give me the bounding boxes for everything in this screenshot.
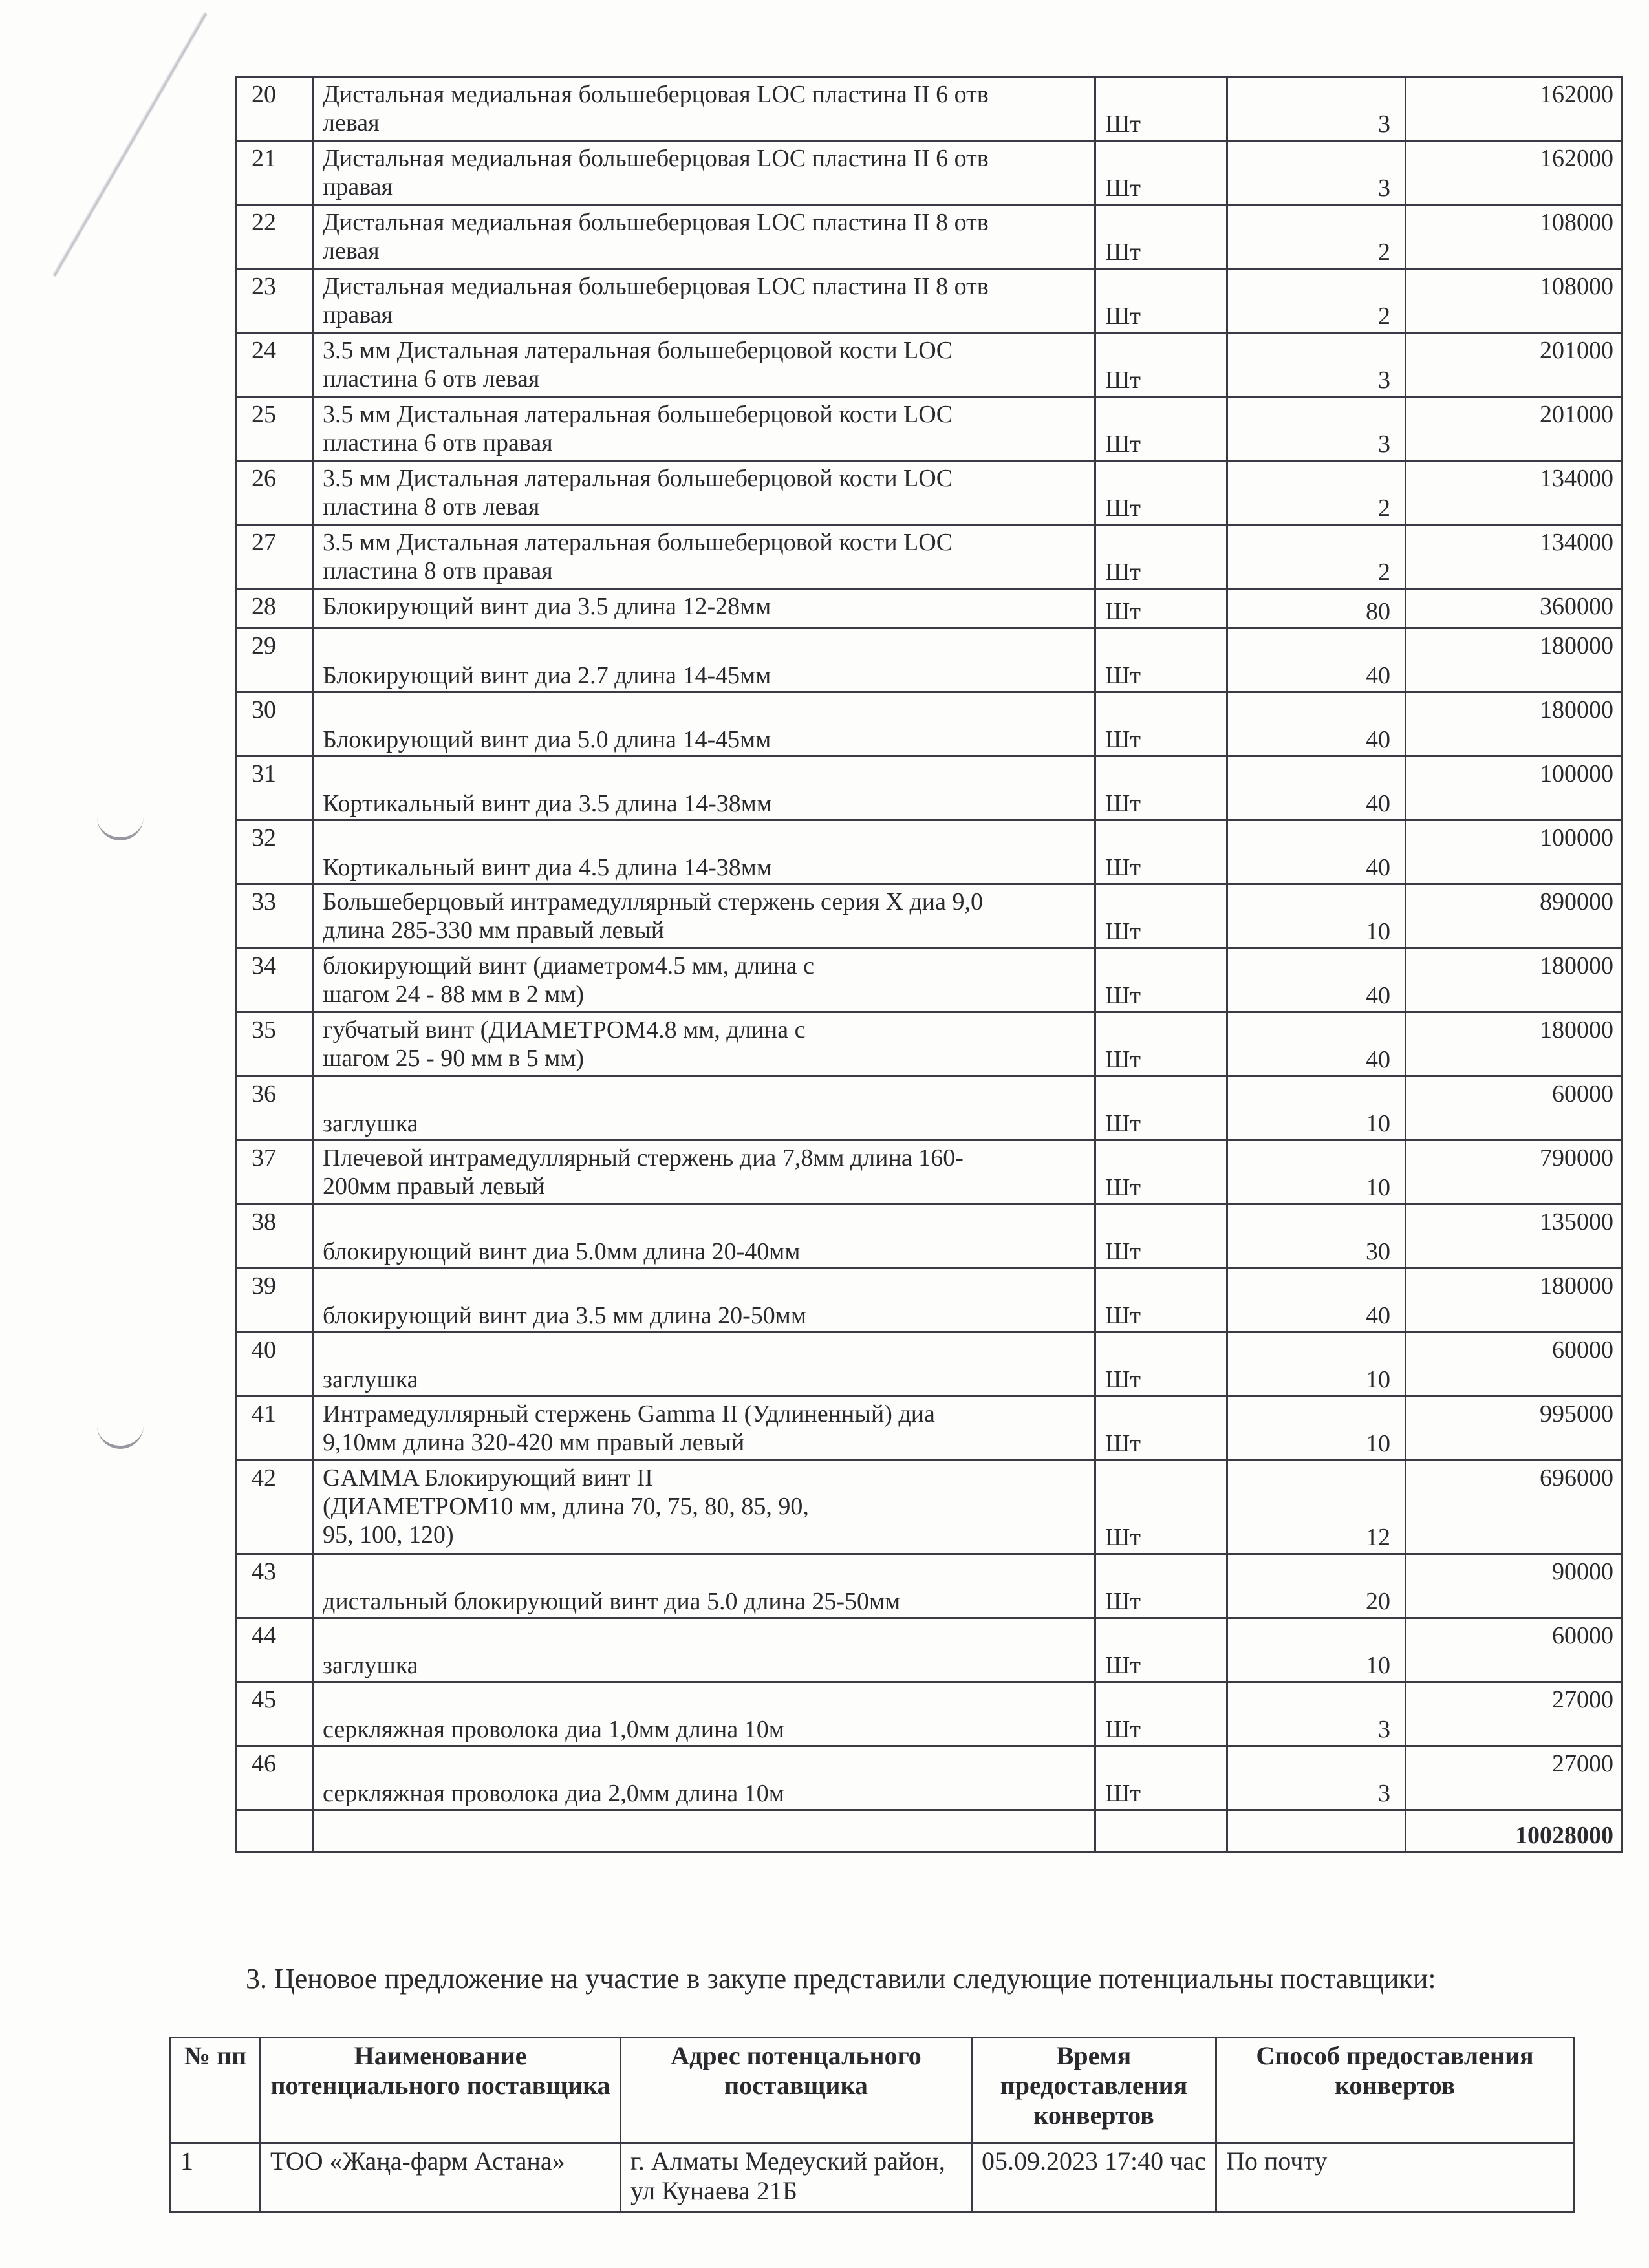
- item-price: 27000: [1406, 1746, 1622, 1810]
- row-number: 34: [237, 948, 313, 1012]
- item-price: 162000: [1406, 77, 1622, 141]
- description-line: 3.5 мм Дистальная латеральная большеберцовой кости LOC: [323, 529, 953, 556]
- row-number: 38: [237, 1204, 313, 1268]
- row-number: 41: [237, 1396, 313, 1460]
- description-line: 95, 100, 120): [323, 1521, 454, 1548]
- item-unit: Шт: [1095, 884, 1227, 948]
- supplier-time: 05.09.2023 17:40 час: [972, 2143, 1216, 2212]
- total-row: [237, 1810, 1622, 1852]
- supplier-address: г. Алматы Медеуский район, ул Кунаева 21Б: [621, 2143, 972, 2212]
- description-line: шагом 25 - 90 мм в 5 мм): [323, 1045, 585, 1072]
- description-line: Дистальная медиальная большеберцовая LOC пластина II 6 отв: [323, 81, 989, 108]
- table-row: [237, 1012, 1622, 1076]
- description-line: пластина 8 отв правая: [323, 557, 553, 584]
- row-number: 30: [237, 692, 313, 756]
- supplier-number: 1: [171, 2143, 261, 2212]
- supplier-name: ТОО «Жаңа-фарм Астана»: [261, 2143, 621, 2212]
- item-price: 135000: [1406, 1204, 1622, 1268]
- table-row: [237, 1076, 1622, 1140]
- item-quantity: 3: [1227, 1746, 1406, 1810]
- item-description: [313, 1554, 1095, 1618]
- item-unit: Шт: [1095, 1076, 1227, 1140]
- item-price: 100000: [1406, 820, 1622, 884]
- table-row: [237, 77, 1622, 141]
- item-price: 790000: [1406, 1140, 1622, 1204]
- item-price: 180000: [1406, 628, 1622, 692]
- table-row: [237, 1618, 1622, 1682]
- item-description: [313, 1076, 1095, 1140]
- item-description: [313, 1746, 1095, 1810]
- item-description: [313, 461, 1095, 525]
- item-quantity: 40: [1227, 1012, 1406, 1076]
- row-number: 32: [237, 820, 313, 884]
- item-description: [313, 1204, 1095, 1268]
- item-description: [313, 628, 1095, 692]
- item-unit: Шт: [1095, 1012, 1227, 1076]
- item-description: [313, 820, 1095, 884]
- item-quantity: 30: [1227, 1204, 1406, 1268]
- description-line: Большеберцовый интрамедуллярный стержень серия X диа 9,0: [323, 888, 983, 915]
- item-quantity: 2: [1227, 461, 1406, 525]
- item-price: 201000: [1406, 333, 1622, 397]
- table-row: [237, 820, 1622, 884]
- total-amount: 10028000: [1406, 1810, 1622, 1852]
- item-quantity: 10: [1227, 884, 1406, 948]
- item-description: [313, 1140, 1095, 1204]
- description-line: длина 285-330 мм правый левый: [323, 917, 665, 944]
- empty-cell: [313, 1810, 1095, 1852]
- table-row: [237, 1204, 1622, 1268]
- description-line: серкляжная проволока диа 1,0мм длина 10м: [323, 1716, 784, 1743]
- row-number: 39: [237, 1268, 313, 1332]
- row-number: 27: [237, 525, 313, 589]
- item-unit: Шт: [1095, 756, 1227, 820]
- item-price: 162000: [1406, 141, 1622, 205]
- item-unit: Шт: [1095, 628, 1227, 692]
- header-submission-method: Способ предоставления конвертов: [1216, 2038, 1574, 2143]
- row-number: 31: [237, 756, 313, 820]
- item-description: [313, 1268, 1095, 1332]
- description-line: Блокирующий винт диа 2.7 длина 14-45мм: [323, 662, 771, 689]
- row-number: 25: [237, 397, 313, 461]
- item-price: 60000: [1406, 1076, 1622, 1140]
- item-price: 90000: [1406, 1554, 1622, 1618]
- item-price: 134000: [1406, 461, 1622, 525]
- item-description: [313, 756, 1095, 820]
- table-row: [237, 884, 1622, 948]
- item-unit: Шт: [1095, 77, 1227, 141]
- pen-mark: [52, 12, 208, 277]
- item-unit: Шт: [1095, 1554, 1227, 1618]
- item-price: 100000: [1406, 756, 1622, 820]
- table-row: [237, 525, 1622, 589]
- item-unit: Шт: [1095, 1396, 1227, 1460]
- item-price: 180000: [1406, 1268, 1622, 1332]
- item-price: 696000: [1406, 1460, 1622, 1554]
- item-description: [313, 269, 1095, 333]
- item-price: 360000: [1406, 589, 1622, 628]
- item-unit: Шт: [1095, 1746, 1227, 1810]
- item-quantity: 40: [1227, 948, 1406, 1012]
- item-quantity: 40: [1227, 1268, 1406, 1332]
- table-row: [237, 269, 1622, 333]
- item-unit: Шт: [1095, 525, 1227, 589]
- supplier-method: По почту: [1216, 2143, 1574, 2212]
- row-number: 28: [237, 589, 313, 628]
- item-unit: Шт: [1095, 205, 1227, 269]
- description-line: губчатый винт (ДИАМЕТРОМ4.8 мм, длина с: [323, 1016, 806, 1043]
- empty-cell: [237, 1810, 313, 1852]
- item-description: [313, 948, 1095, 1012]
- description-line: 3.5 мм Дистальная латеральная большеберцовой кости LOC: [323, 401, 953, 428]
- item-description: [313, 692, 1095, 756]
- item-quantity: 10: [1227, 1140, 1406, 1204]
- table-row: [237, 1682, 1622, 1746]
- item-price: 108000: [1406, 205, 1622, 269]
- description-line: Блокирующий винт диа 5.0 длина 14-45мм: [323, 726, 771, 753]
- row-number: 42: [237, 1460, 313, 1554]
- item-unit: Шт: [1095, 269, 1227, 333]
- table-row: [237, 205, 1622, 269]
- item-description: [313, 589, 1095, 628]
- item-quantity: 3: [1227, 141, 1406, 205]
- row-number: 23: [237, 269, 313, 333]
- item-unit: Шт: [1095, 1140, 1227, 1204]
- row-number: 21: [237, 141, 313, 205]
- item-price: 180000: [1406, 1012, 1622, 1076]
- row-number: 45: [237, 1682, 313, 1746]
- item-price: 60000: [1406, 1618, 1622, 1682]
- header-number: № пп: [171, 2038, 261, 2143]
- suppliers-header-row: [171, 2038, 1574, 2143]
- description-line: 200мм правый левый: [323, 1173, 545, 1200]
- item-unit: Шт: [1095, 397, 1227, 461]
- description-line: заглушка: [323, 1366, 418, 1393]
- item-quantity: 12: [1227, 1460, 1406, 1554]
- item-unit: Шт: [1095, 1268, 1227, 1332]
- item-unit: Шт: [1095, 461, 1227, 525]
- item-unit: Шт: [1095, 1332, 1227, 1396]
- item-quantity: 2: [1227, 269, 1406, 333]
- row-number: 20: [237, 77, 313, 141]
- item-description: [313, 205, 1095, 269]
- table-row: [237, 1332, 1622, 1396]
- item-unit: Шт: [1095, 948, 1227, 1012]
- description-line: пластина 6 отв левая: [323, 365, 540, 392]
- item-description: [313, 525, 1095, 589]
- description-line: блокирующий винт (диаметром4.5 мм, длина с: [323, 952, 814, 979]
- punch-hole-mark: [97, 1420, 144, 1449]
- description-line: GAMMA Блокирующий винт II: [323, 1464, 653, 1492]
- table-row: [237, 692, 1622, 756]
- table-row: [237, 461, 1622, 525]
- row-number: 33: [237, 884, 313, 948]
- description-line: дистальный блокирующий винт диа 5.0 длина 25-50мм: [323, 1588, 901, 1615]
- header-supplier-address: Адрес потенцального поставщика: [621, 2038, 972, 2143]
- table-row: [237, 628, 1622, 692]
- item-quantity: 2: [1227, 205, 1406, 269]
- item-unit: Шт: [1095, 333, 1227, 397]
- header-supplier-name: Наименование потенциального поставщика: [261, 2038, 621, 2143]
- description-line: правая: [323, 173, 393, 200]
- description-line: Дистальная медиальная большеберцовая LOC пластина II 8 отв: [323, 209, 989, 236]
- table-row: [237, 397, 1622, 461]
- description-line: пластина 6 отв правая: [323, 429, 553, 456]
- description-line: Интрамедуллярный стержень Gamma II (Удлиненный) диа: [323, 1400, 935, 1428]
- description-line: серкляжная проволока диа 2,0мм длина 10м: [323, 1780, 784, 1807]
- item-description: [313, 1460, 1095, 1554]
- item-quantity: 40: [1227, 756, 1406, 820]
- item-unit: Шт: [1095, 1460, 1227, 1554]
- item-description: [313, 1396, 1095, 1460]
- suppliers-table: [169, 2037, 1575, 2213]
- item-quantity: 40: [1227, 628, 1406, 692]
- item-unit: Шт: [1095, 820, 1227, 884]
- table-row: [237, 1268, 1622, 1332]
- table-row: [237, 756, 1622, 820]
- item-description: [313, 1012, 1095, 1076]
- item-quantity: 10: [1227, 1618, 1406, 1682]
- row-number: 26: [237, 461, 313, 525]
- item-quantity: 3: [1227, 77, 1406, 141]
- description-line: правая: [323, 301, 393, 328]
- item-quantity: 40: [1227, 820, 1406, 884]
- item-quantity: 10: [1227, 1076, 1406, 1140]
- item-unit: Шт: [1095, 1618, 1227, 1682]
- description-line: заглушка: [323, 1652, 418, 1679]
- item-quantity: 40: [1227, 692, 1406, 756]
- item-unit: Шт: [1095, 141, 1227, 205]
- item-unit: Шт: [1095, 1204, 1227, 1268]
- item-description: [313, 1618, 1095, 1682]
- row-number: 46: [237, 1746, 313, 1810]
- item-price: 108000: [1406, 269, 1622, 333]
- item-description: [313, 141, 1095, 205]
- table-row: [237, 333, 1622, 397]
- empty-cell: [1227, 1810, 1406, 1852]
- row-number: 40: [237, 1332, 313, 1396]
- item-description: [313, 77, 1095, 141]
- description-line: пластина 8 отв левая: [323, 493, 540, 520]
- item-description: [313, 333, 1095, 397]
- empty-cell: [1095, 1810, 1227, 1852]
- row-number: 22: [237, 205, 313, 269]
- description-line: (ДИАМЕТРОМ10 мм, длина 70, 75, 80, 85, 90,: [323, 1493, 809, 1520]
- description-line: 3.5 мм Дистальная латеральная большеберцовой кости LOC: [323, 465, 953, 492]
- item-price: 180000: [1406, 692, 1622, 756]
- item-description: [313, 884, 1095, 948]
- description-line: 9,10мм длина 320-420 мм правый левый: [323, 1429, 745, 1456]
- table-row: [237, 1396, 1622, 1460]
- description-line: Блокирующий винт диа 3.5 длина 12-28мм: [323, 593, 771, 620]
- item-price: 995000: [1406, 1396, 1622, 1460]
- table-row: [237, 1554, 1622, 1618]
- description-line: левая: [323, 109, 380, 136]
- table-row: [237, 1140, 1622, 1204]
- description-line: Дистальная медиальная большеберцовая LOC пластина II 8 отв: [323, 273, 989, 300]
- item-quantity: 10: [1227, 1396, 1406, 1460]
- description-line: шагом 24 - 88 мм в 2 мм): [323, 981, 585, 1008]
- item-price: 201000: [1406, 397, 1622, 461]
- items-table-body: [237, 77, 1622, 1852]
- description-line: левая: [323, 237, 380, 264]
- item-quantity: 3: [1227, 397, 1406, 461]
- row-number: 35: [237, 1012, 313, 1076]
- table-row: [237, 948, 1622, 1012]
- header-submission-time: Время предоставления конвертов: [972, 2038, 1216, 2143]
- row-number: 37: [237, 1140, 313, 1204]
- item-description: [313, 1682, 1095, 1746]
- items-table: [235, 76, 1623, 1853]
- item-unit: Шт: [1095, 589, 1227, 628]
- table-row: [237, 1746, 1622, 1810]
- table-row: [237, 589, 1622, 628]
- item-quantity: 3: [1227, 1682, 1406, 1746]
- row-number: 44: [237, 1618, 313, 1682]
- item-description: [313, 1332, 1095, 1396]
- table-row: [237, 1460, 1622, 1554]
- description-line: 3.5 мм Дистальная латеральная большеберцовой кости LOC: [323, 337, 953, 364]
- description-line: Кортикальный винт диа 4.5 длина 14-38мм: [323, 854, 772, 881]
- row-number: 24: [237, 333, 313, 397]
- row-number: 29: [237, 628, 313, 692]
- item-price: 27000: [1406, 1682, 1622, 1746]
- description-line: Кортикальный винт диа 3.5 длина 14-38мм: [323, 790, 772, 817]
- item-price: 180000: [1406, 948, 1622, 1012]
- supplier-row: [171, 2143, 1574, 2212]
- table-row: [237, 141, 1622, 205]
- section-3-heading: 3. Ценовое предложение на участие в закупе представили следующие потенциальны поставщики:: [246, 1963, 1436, 1995]
- description-line: заглушка: [323, 1110, 418, 1137]
- description-line: блокирующий винт диа 3.5 мм длина 20-50мм: [323, 1302, 806, 1329]
- item-price: 134000: [1406, 525, 1622, 589]
- item-price: 890000: [1406, 884, 1622, 948]
- item-unit: Шт: [1095, 692, 1227, 756]
- item-quantity: 10: [1227, 1332, 1406, 1396]
- description-line: Плечевой интрамедуллярный стержень диа 7,8мм длина 160-: [323, 1144, 964, 1171]
- description-line: блокирующий винт диа 5.0мм длина 20-40мм: [323, 1238, 801, 1265]
- row-number: 36: [237, 1076, 313, 1140]
- item-quantity: 80: [1227, 589, 1406, 628]
- item-quantity: 2: [1227, 525, 1406, 589]
- punch-hole-mark: [97, 811, 144, 840]
- item-price: 60000: [1406, 1332, 1622, 1396]
- item-quantity: 20: [1227, 1554, 1406, 1618]
- item-unit: Шт: [1095, 1682, 1227, 1746]
- item-description: [313, 397, 1095, 461]
- description-line: Дистальная медиальная большеберцовая LOC пластина II 6 отв: [323, 145, 989, 172]
- item-quantity: 3: [1227, 333, 1406, 397]
- row-number: 43: [237, 1554, 313, 1618]
